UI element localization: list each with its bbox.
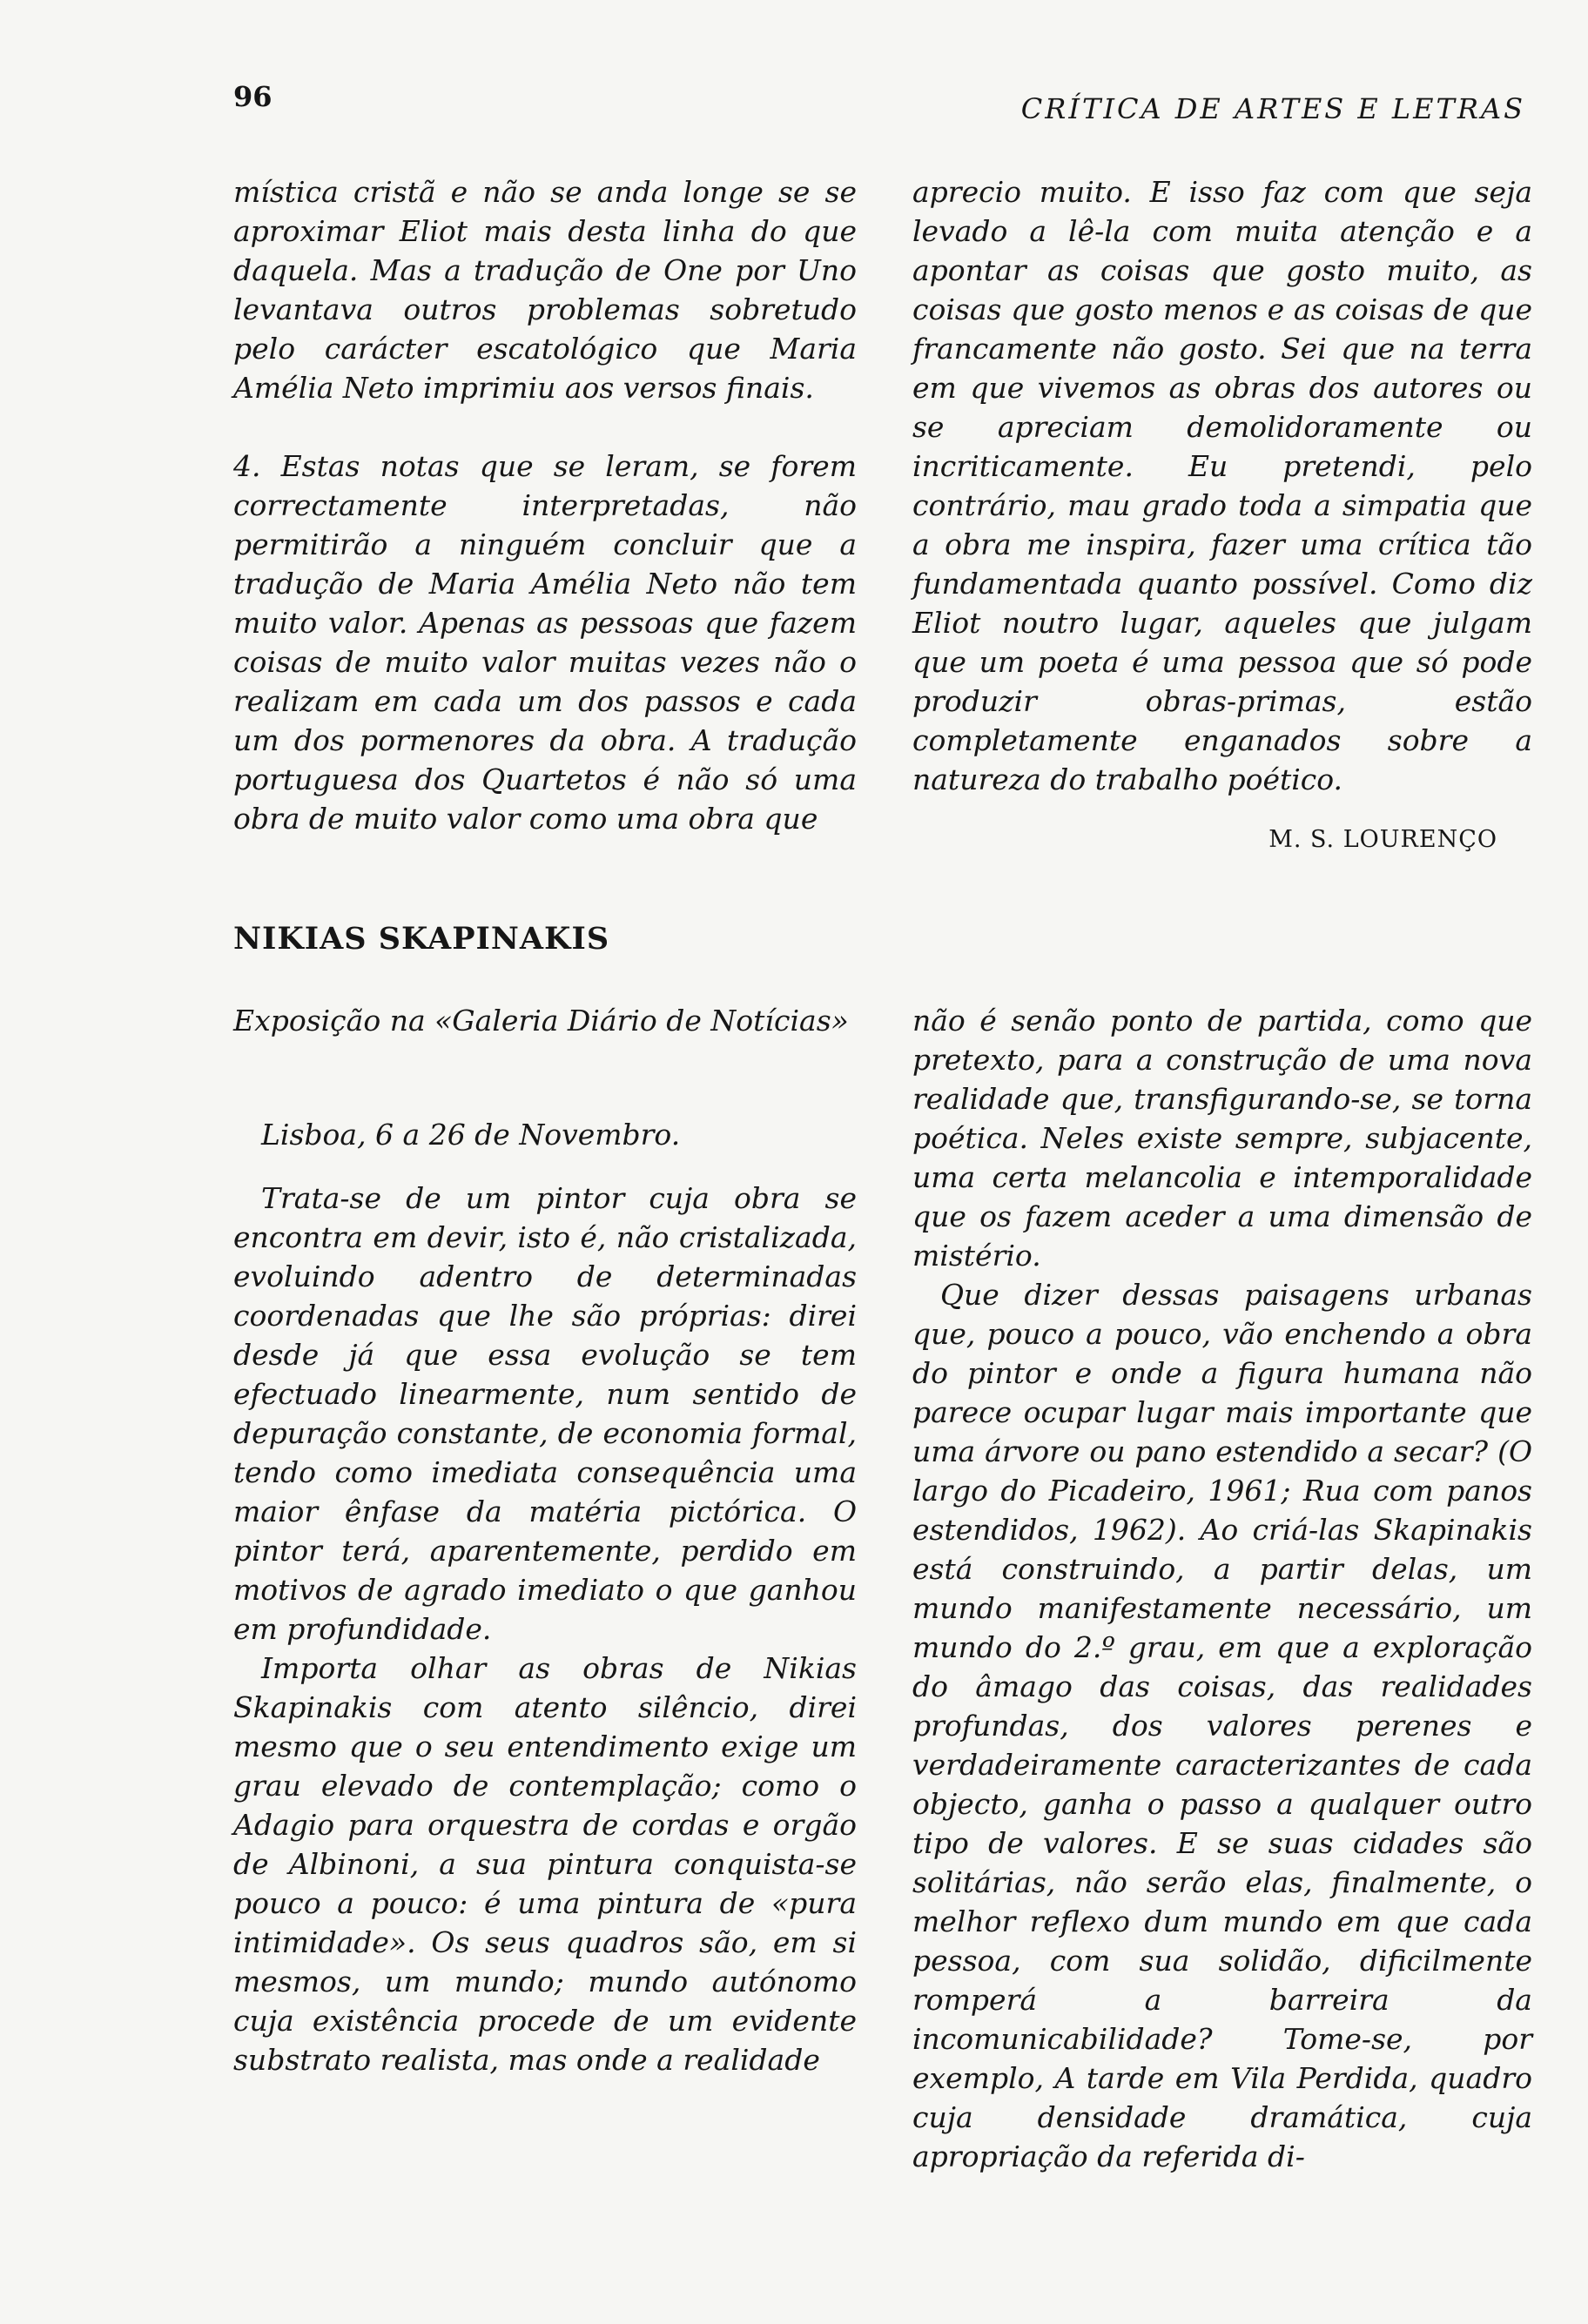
paragraph: 4. Estas notas que se leram, se forem correctamente interpretadas, não permitirão a ninguém concluir que a tradução de Maria Amélia Neto não tem muito valor. Apenas as pessoas que fazem coisas de muito valor muitas vezes não o realizam em cada um dos passos e cada um dos pormenores da obra. A tradução portuguesa dos Quartetos é não só uma obra de muito valor como uma obra que <box>233 449 857 836</box>
dateline: Lisboa, 6 a 26 de Novembro. <box>261 1118 681 1152</box>
review2-right-column <box>912 1001 1532 2176</box>
paragraph: Trata-se de um pintor cuja obra se encontra em devir, isto é, não cristalizada, evoluindo adentro de determinadas coordenadas que lhe são próprias: direi desde já que essa evolução se tem efectuado linearmente, num sentido de depuração constante, de economia formal, tendo como imediata consequência uma maior ênfase da matéria pictórica. O pintor terá, aparentemente, perdido em motivos de agrado imediato o que ganhou em profundidade. <box>233 1181 857 1646</box>
author-signature: M. S. LOURENÇO <box>1268 826 1497 853</box>
review1-right-column <box>912 172 1532 859</box>
page-header <box>233 80 1525 132</box>
section-title: NIKIAS SKAPINAKIS <box>233 921 610 957</box>
paragraph: mística cristã e não se anda longe se se aproximar Eliot mais desta linha do que daquela. Mas a tradução de One por Uno levantava outros problemas sobretudo pelo carácter escatológico que Maria Amélia Neto imprimiu aos versos finais. <box>233 175 857 405</box>
review2-left-column <box>233 1001 857 2079</box>
page-number: 96 <box>233 80 273 113</box>
review1-left-column <box>233 172 857 838</box>
paragraph: Que dizer dessas paisagens urbanas que, pouco a pouco, vão enchendo a obra do pintor e onde a figura humana não parece ocupar lugar mais importante que uma árvore ou pano estendido a secar? (O largo do Picadeiro, 1961; Rua com panos estendidos, 1962). Ao criá-las Skapinakis está construindo, a partir delas, um mundo manifestamente necessário, um mundo do 2.º grau, em que a exploração do âmago das coisas, das realidades profundas, dos valores perenes e verdadeiramente caracterizantes de cada objecto, ganha o passo a qualquer outro tipo de valores. E se suas cidades são solitárias, não serão elas, finalmente, o melhor reflexo dum mundo em que cada pessoa, com sua solidão, dificilmente romperá a barreira da incomunicabilidade? Tome-se, por exemplo, A tarde em Vila Perdida, quadro cuja densidade dramática, cuja apropriação da referida di- <box>912 1278 1532 2173</box>
running-title: CRÍTICA DE ARTES E LETRAS <box>1020 92 1525 125</box>
paragraph: não é senão ponto de partida, como que pretexto, para a construção de uma nova realidade que, transfigurando-se, se torna poética. Neles existe sempre, subjacente, uma certa melancolia e intemporalidade que os fazem aceder a uma dimensão de mistério. <box>912 1004 1532 1273</box>
exhibition-subtitle: Exposição na «Galeria Diário de Notícias» <box>233 1004 849 1038</box>
paragraph: Importa olhar as obras de Nikias Skapinakis com atento silêncio, direi mesmo que o seu entendimento exige um grau elevado de contemplação; como o Adagio para orquestra de cordas e orgão de Albinoni, a sua pintura conquista-se pouco a pouco: é uma pintura de «pura intimidade». Os seus quadros são, em si mesmos, um mundo; mundo autónomo cuja existência procede de um evidente substrato realista, mas onde a realidade <box>233 1651 857 2077</box>
paragraph: aprecio muito. E isso faz com que seja levado a lê-la com muita atenção e a apontar as coisas que gosto muito, as coisas que gosto menos e as coisas de que francamente não gosto. Sei que na terra em que vivemos as obras dos autores ou se apreciam demolidoramente ou incriticamente. Eu pretendi, pelo contrário, mau grado toda a simpatia que a obra me inspira, fazer uma crítica tão fundamentada quanto possível. Como diz Eliot noutro lugar, aqueles que julgam que um poeta é uma pessoa que só pode produzir obras-primas, estão completamente enganados sobre a natureza do trabalho poético. <box>912 175 1532 796</box>
